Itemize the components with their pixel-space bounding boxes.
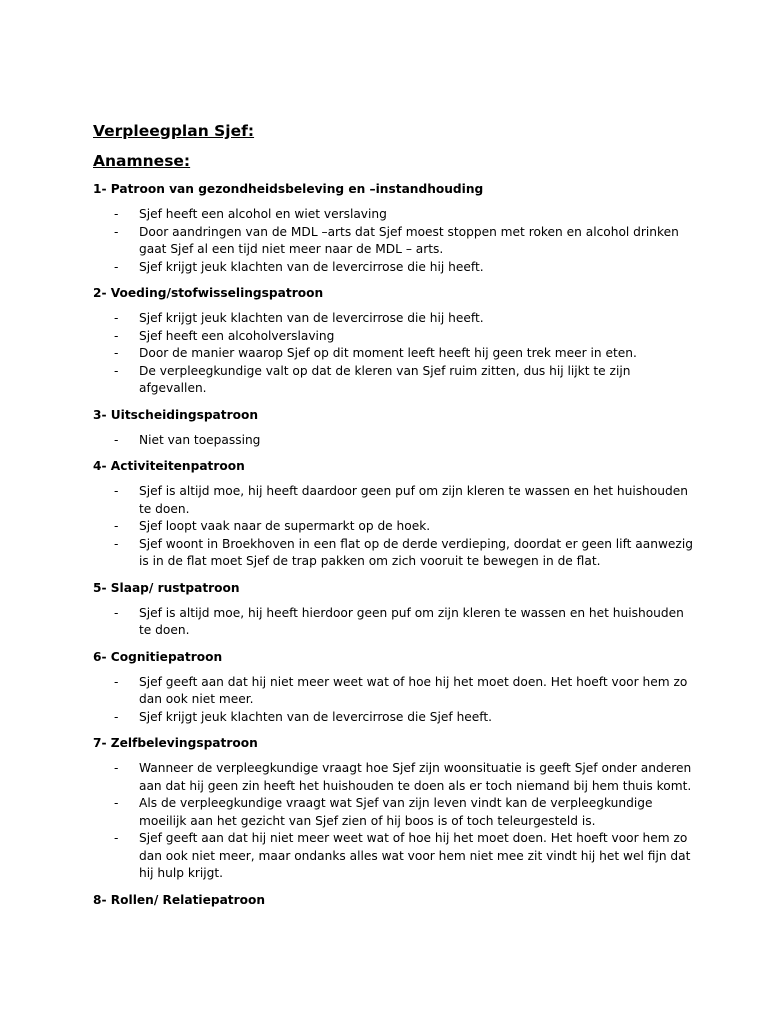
list-item-text: Sjef geeft aan dat hij niet meer weet wat of hoe hij het moet doen. Het hoeft voor hem zo dan ook niet meer, maar ondanks alles wat voor hem niet mee zit vindt hij het wel fijn dat hij hulp krijgt. — [139, 831, 691, 880]
bullet-dash-icon: - — [114, 536, 119, 551]
section-heading: 3- Uitscheidingspatroon — [93, 407, 259, 422]
list-item-text: Sjef woont in Broekhoven in een flat op de derde verdieping, doordat er geen lift aanwezig is in de flat moet Sjef de trap pakken om zich vooruit te bewegen in de flat. — [139, 536, 693, 568]
section-heading: 6- Cognitiepatroon — [93, 649, 223, 664]
bullet-dash-icon: - — [114, 519, 119, 533]
list-item — [93, 432, 693, 450]
document-title: Verpleegplan Sjef: — [93, 122, 255, 140]
list-item-text: Sjef loopt vaak naar de supermarkt op de hoek. — [139, 519, 431, 533]
section-item-list — [93, 760, 693, 883]
list-item-text: Sjef heeft een alcoholverslaving — [139, 328, 335, 343]
section-heading: 5- Slaap/ rustpatroon — [93, 580, 240, 595]
bullet-dash-icon: - — [114, 796, 119, 810]
section-heading: 2- Voeding/stofwisselingspatroon — [93, 286, 324, 300]
document-page — [93, 120, 693, 909]
list-item-text: Als de verpleegkundige vraagt wat Sjef van zijn leven vindt kan de verpleegkundige moeilijk aan het gezicht van Sjef zien of hij boos is of toch teleurgesteld is. — [139, 796, 653, 828]
list-item-text: Niet van toepassing — [139, 432, 261, 447]
list-item-text: Sjef is altijd moe, hij heeft hierdoor geen puf om zijn kleren te wassen en het huishouden te doen. — [139, 605, 684, 637]
bullet-dash-icon: - — [114, 605, 119, 620]
list-item-text: Sjef heeft een alcohol en wiet verslaving — [139, 207, 387, 221]
section-item-list — [93, 674, 693, 727]
list-item-text: Sjef krijgt jeuk klachten van de levercirrose die hij heeft. — [139, 259, 484, 274]
bullet-dash-icon: - — [114, 311, 119, 325]
bullet-dash-icon: - — [114, 831, 119, 845]
list-item — [93, 709, 693, 727]
bullet-dash-icon: - — [114, 432, 119, 447]
section-heading: 4- Activiteitenpatroon — [93, 459, 245, 473]
list-item — [93, 760, 693, 795]
list-item — [93, 259, 693, 277]
section-6 — [93, 648, 693, 727]
section-item-list — [93, 605, 693, 640]
bullet-dash-icon: - — [114, 761, 119, 775]
section-4 — [93, 457, 693, 571]
list-item — [93, 310, 693, 328]
list-item-text: Sjef krijgt jeuk klachten van de levercirrose die Sjef heeft. — [139, 709, 493, 724]
bullet-dash-icon: - — [114, 674, 119, 689]
section-item-list — [93, 432, 693, 450]
section-item-list — [93, 310, 693, 398]
list-item — [93, 224, 693, 259]
section-heading: 1- Patroon van gezondheidsbeleving en –instandhouding — [93, 182, 484, 196]
sections-container — [93, 180, 693, 909]
bullet-dash-icon: - — [114, 259, 119, 274]
list-item — [93, 674, 693, 709]
section-5 — [93, 579, 693, 640]
section-1 — [93, 180, 693, 276]
section-heading: 8- Rollen/ Relatiepatroon — [93, 892, 266, 907]
list-item-text: Sjef geeft aan dat hij niet meer weet wat of hoe hij het moet doen. Het hoeft voor hem zo dan ook niet meer. — [139, 674, 688, 706]
list-item-text: Door aandringen van de MDL –arts dat Sjef moest stoppen met roken en alcohol drinken gaat Sjef al een tijd niet meer naar de MDL – arts. — [139, 224, 679, 256]
list-item — [93, 483, 693, 518]
bullet-dash-icon: - — [114, 709, 119, 724]
list-item — [93, 345, 693, 363]
list-item — [93, 363, 693, 398]
section-3 — [93, 406, 693, 450]
list-item-text: Door de manier waarop Sjef op dit moment leeft heeft hij geen trek meer in eten. — [139, 346, 637, 360]
list-item — [93, 536, 693, 571]
bullet-dash-icon: - — [114, 224, 119, 239]
list-item-text: Sjef krijgt jeuk klachten van de levercirrose die hij heeft. — [139, 311, 484, 325]
section-item-list — [93, 483, 693, 571]
list-item-text: De verpleegkundige valt op dat de kleren van Sjef ruim zitten, dus hij lijkt te zijn afgevallen. — [139, 363, 631, 395]
bullet-dash-icon: - — [114, 484, 119, 498]
section-heading: 7- Zelfbelevingspatroon — [93, 736, 258, 750]
list-item — [93, 795, 693, 830]
document-subtitle: Anamnese: — [93, 152, 191, 170]
bullet-dash-icon: - — [114, 328, 119, 343]
section-2 — [93, 284, 693, 398]
bullet-dash-icon: - — [114, 363, 119, 378]
section-8 — [93, 891, 693, 909]
bullet-dash-icon: - — [114, 346, 119, 360]
list-item — [93, 830, 693, 883]
list-item — [93, 518, 693, 536]
bullet-dash-icon: - — [114, 207, 119, 221]
list-item — [93, 206, 693, 224]
section-7 — [93, 734, 693, 883]
section-item-list — [93, 206, 693, 276]
list-item-text: Sjef is altijd moe, hij heeft daardoor geen puf om zijn kleren te wassen en het huishouden te doen. — [139, 484, 688, 516]
list-item — [93, 328, 693, 346]
list-item — [93, 605, 693, 640]
list-item-text: Wanneer de verpleegkundige vraagt hoe Sjef zijn woonsituatie is geeft Sjef onder anderen aan dat hij geen zin heeft het huishouden te doen als er toch niemand bij hem thuis komt. — [139, 761, 692, 793]
